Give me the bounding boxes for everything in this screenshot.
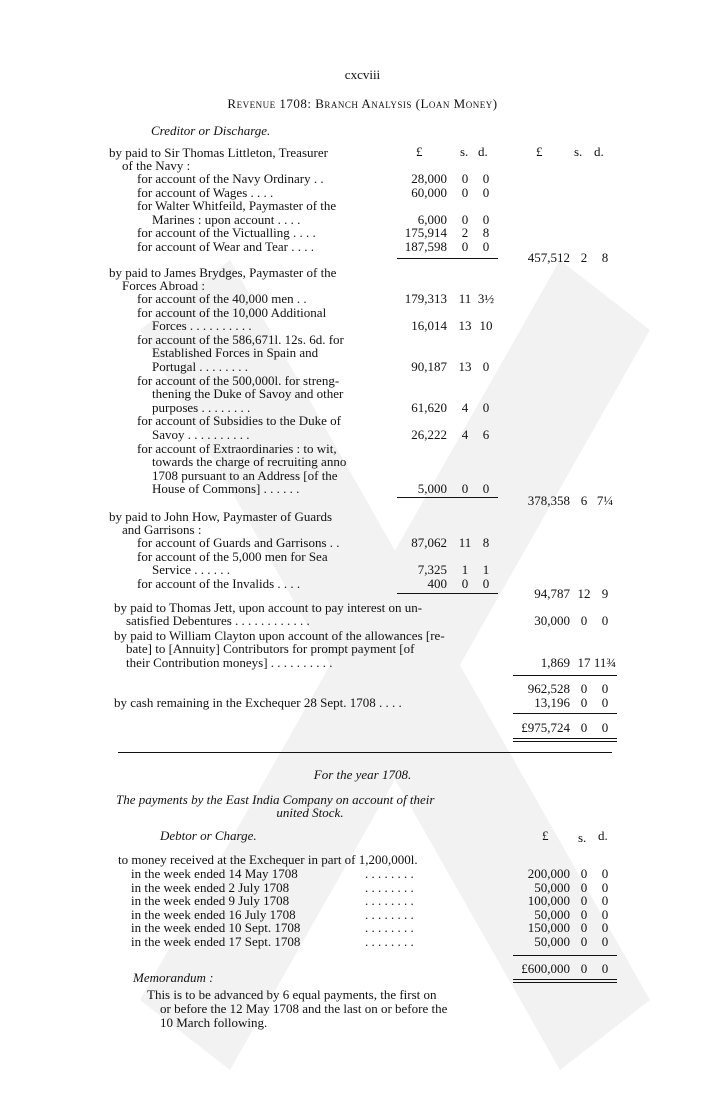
amount-pence: 3½ [477, 291, 495, 306]
item-text: 1708 pursuant to an Address [of the [152, 467, 338, 483]
amount-pence: 0 [601, 934, 609, 949]
amount-pounds: 16,014 [411, 318, 447, 334]
amount-pounds: 28,000 [411, 171, 447, 186]
column-header: £ [542, 828, 549, 843]
subtotal-rule [397, 593, 498, 594]
item-text: Service . . . . . . [152, 562, 230, 578]
item-text: towards the charge of recruiting anno [152, 454, 347, 470]
amount-pence: 0 [482, 184, 490, 200]
amount-pounds: 13,196 [534, 695, 570, 710]
item-text: Marines : upon account . . . . [152, 211, 301, 227]
page-number: cxcviii [344, 67, 381, 82]
amount-pounds: 187,598 [404, 239, 447, 254]
item-text: for Walter Whitfeild, Paymaster of the [137, 198, 337, 214]
subtotal-rule [513, 675, 617, 676]
amount-pence: 11¾ [593, 655, 617, 670]
amount-pence: 8 [482, 225, 490, 241]
amount-pence: 0 [482, 399, 490, 415]
entry-text: and Garrisons : [122, 522, 202, 537]
amount-pounds: 150,000 [527, 920, 570, 936]
amount-pounds: 457,512 [527, 250, 570, 265]
item-text: Portugal . . . . . . . . [152, 359, 249, 374]
item-text: for account of Extraordinaries : to wit, [137, 440, 337, 456]
amount-pounds: £600,000 [521, 961, 570, 976]
amount-pounds: 6,000 [417, 211, 447, 227]
amount-shillings: 0 [461, 575, 469, 591]
amount-pounds: 50,000 [534, 934, 570, 949]
amount-shillings: 13 [458, 359, 472, 374]
amount-shillings: 2 [580, 250, 588, 265]
amount-shillings: 0 [580, 893, 588, 909]
column-header: s. [578, 830, 587, 845]
amount-shillings: 17 [577, 655, 591, 670]
amount-pence: 0 [482, 211, 490, 227]
amount-pounds: 962,528 [527, 681, 570, 696]
item-text: Established Forces in Spain and [152, 345, 319, 361]
entry-text: by paid to Thomas Jett, upon account to pay interest on un- [114, 600, 423, 615]
entry-text: of the Navy : [122, 158, 191, 173]
amount-shillings: 0 [580, 695, 588, 710]
item-text: thening the Duke of Savoy and other [152, 386, 344, 402]
item-text: Savoy . . . . . . . . . . [152, 427, 250, 442]
subtotal-rule [397, 497, 498, 498]
amount-pounds: 90,187 [411, 359, 447, 374]
entry-text: bate] to [Annuity] Contributors for prompt payment [of [126, 641, 415, 656]
item-text: for account of the 10,000 Additional [137, 304, 327, 320]
memorandum-label: Memorandum : [133, 970, 214, 985]
amount-shillings: 0 [580, 866, 588, 881]
column-header: d. [594, 144, 604, 159]
entry-text: satisfied Debentures . . . . . . . . . . . . [126, 613, 310, 628]
entry-text: by paid to John How, Paymaster of Guards [109, 509, 333, 524]
item-text: for account of the 586,671l. 12s. 6d. for [137, 331, 344, 347]
amount-pence: 7¼ [596, 493, 614, 508]
column-header: d. [598, 828, 608, 843]
row-text: in the week ended 2 July 1708 [131, 879, 290, 895]
amount-shillings: 12 [577, 586, 591, 601]
amount-pence: 0 [482, 359, 490, 374]
entry-text: by paid to William Clayton upon account of the allowances [re- [114, 628, 445, 643]
amount-pounds: 50,000 [534, 906, 570, 922]
total-rule [513, 982, 617, 983]
amount-shillings: 0 [580, 879, 588, 895]
entry-text: by paid to Sir Thomas Littleton, Treasurer [109, 145, 328, 160]
section-subheading: united Stock. [276, 805, 344, 820]
leader-dots: . . . . . . . . [365, 934, 414, 949]
section-heading: Debtor or Charge. [160, 828, 257, 843]
leader-dots: . . . . . . . . [365, 906, 414, 922]
amount-pounds: 175,914 [404, 225, 447, 241]
item-text: for account of the Invalids . . . . [137, 575, 301, 591]
leader-dots: . . . . . . . . [365, 866, 414, 881]
total-rule [513, 738, 617, 739]
item-text: Forces . . . . . . . . . . [152, 318, 252, 334]
amount-pence: 9 [601, 586, 609, 601]
leader-dots: . . . . . . . . [365, 879, 414, 895]
amount-shillings: 0 [580, 920, 588, 936]
entry-text: by paid to James Brydges, Paymaster of the [109, 265, 337, 280]
amount-pounds: £975,724 [521, 720, 570, 735]
leader-dots: . . . . . . . . [365, 920, 414, 936]
amount-shillings: 0 [461, 171, 469, 186]
amount-shillings: 0 [461, 211, 469, 227]
amount-pounds: 60,000 [411, 184, 447, 200]
amount-pence: 0 [601, 879, 609, 895]
entry-text: to money received at the Exchequer in part of 1,200,000l. [118, 852, 418, 867]
amount-shillings: 0 [580, 906, 588, 922]
amount-shillings: 13 [458, 318, 472, 334]
amount-shillings: 0 [461, 184, 469, 200]
section-heading: Creditor or Discharge. [151, 123, 271, 138]
item-text: for account of the 500,000l. for streng- [137, 372, 340, 388]
item-text: for account of Wear and Tear . . . . [137, 239, 314, 254]
amount-shillings: 0 [461, 481, 469, 497]
amount-shillings: 4 [461, 427, 469, 442]
memorandum-text: or before the 12 May 1708 and the last on or before the [160, 1001, 448, 1016]
amount-pence: 8 [601, 250, 609, 265]
item-text: for account of the Victualling . . . . [137, 225, 316, 241]
amount-pounds: 1,869 [540, 655, 570, 670]
amount-pounds: 179,313 [404, 291, 447, 306]
item-text: for account of Wages . . . . [137, 184, 274, 200]
amount-pence: 10 [479, 318, 493, 334]
row-text: in the week ended 14 May 1708 [131, 866, 298, 881]
amount-shillings: 11 [458, 535, 472, 550]
amount-pence: 0 [601, 893, 609, 909]
amount-pence: 0 [601, 613, 609, 628]
column-header: d. [478, 144, 488, 159]
amount-pounds: 94,787 [534, 586, 570, 601]
amount-shillings: 2 [461, 225, 469, 241]
item-text: purposes . . . . . . . . [152, 399, 251, 415]
amount-pounds: 100,000 [527, 893, 570, 909]
amount-pence: 6 [482, 427, 490, 442]
amount-shillings: 11 [458, 291, 472, 306]
amount-pounds: 378,358 [527, 493, 570, 508]
row-text: in the week ended 9 July 1708 [131, 893, 290, 909]
item-text: for account of Guards and Garrisons . . [137, 535, 340, 550]
item-text: for account of the 5,000 men for Sea [137, 548, 328, 564]
total-rule [513, 979, 617, 980]
total-rule [513, 741, 617, 742]
amount-shillings: 0 [580, 720, 588, 735]
section-divider [118, 752, 612, 753]
row-text: in the week ended 10 Sept. 1708 [131, 920, 301, 936]
amount-pence: 0 [601, 961, 609, 976]
amount-pence: 0 [482, 575, 490, 591]
entry-text: by cash remaining in the Exchequer 28 Sept. 1708 . . . . [114, 695, 402, 710]
section-subheading: The payments by the East India Company on account of their [116, 792, 435, 807]
amount-pounds: 61,620 [411, 399, 447, 415]
column-header: s. [574, 144, 583, 159]
row-text: in the week ended 16 July 1708 [131, 906, 296, 922]
amount-pence: 0 [601, 906, 609, 922]
memorandum-text: 10 March following. [160, 1015, 268, 1030]
amount-pence: 0 [482, 171, 490, 186]
item-text: for account of the Navy Ordinary . . [137, 171, 324, 186]
amount-shillings: 0 [580, 613, 588, 628]
memorandum-text: This is to be advanced by 6 equal payments, the first on [147, 987, 437, 1002]
amount-pence: 0 [601, 681, 609, 696]
entry-text: Forces Abroad : [122, 278, 206, 293]
amount-shillings: 0 [461, 239, 469, 254]
amount-pounds: 400 [427, 575, 447, 591]
row-text: in the week ended 17 Sept. 1708 [131, 934, 301, 949]
column-header: s. [460, 144, 469, 159]
amount-pence: 1 [482, 562, 490, 578]
amount-pence: 0 [601, 920, 609, 936]
amount-shillings: 1 [461, 562, 469, 578]
amount-pence: 8 [482, 535, 490, 550]
subtotal-rule [513, 955, 617, 956]
amount-shillings: 0 [580, 681, 588, 696]
amount-pounds: 200,000 [527, 866, 570, 881]
amount-pence: 0 [601, 720, 609, 735]
amount-pounds: 87,062 [411, 535, 447, 550]
amount-pounds: 5,000 [417, 481, 447, 497]
page-title: Revenue 1708: Branch Analysis (Loan Money) [227, 96, 498, 111]
subtotal-rule [397, 258, 498, 259]
amount-shillings: 4 [461, 399, 469, 415]
amount-shillings: 0 [580, 961, 588, 976]
amount-pounds: 50,000 [534, 879, 570, 895]
item-text: for account of Subsidies to the Duke of [137, 413, 341, 429]
amount-pence: 0 [482, 239, 490, 254]
amount-pence: 0 [601, 866, 609, 881]
amount-pounds: 26,222 [411, 427, 447, 442]
section-heading: For the year 1708. [313, 767, 412, 782]
amount-pence: 0 [482, 481, 490, 497]
item-text: House of Commons] . . . . . . [152, 481, 300, 497]
amount-shillings: 0 [580, 934, 588, 949]
subtotal-rule [513, 713, 617, 714]
column-header: £ [416, 144, 423, 159]
entry-text: their Contribution moneys] . . . . . . . . . . [126, 655, 333, 670]
amount-shillings: 6 [580, 493, 588, 508]
column-header: £ [536, 144, 543, 159]
amount-pounds: 30,000 [534, 613, 570, 628]
item-text: for account of the 40,000 men . . [137, 291, 307, 306]
leader-dots: . . . . . . . . [365, 893, 414, 909]
amount-pounds: 7,325 [417, 562, 447, 578]
amount-pence: 0 [601, 695, 609, 710]
